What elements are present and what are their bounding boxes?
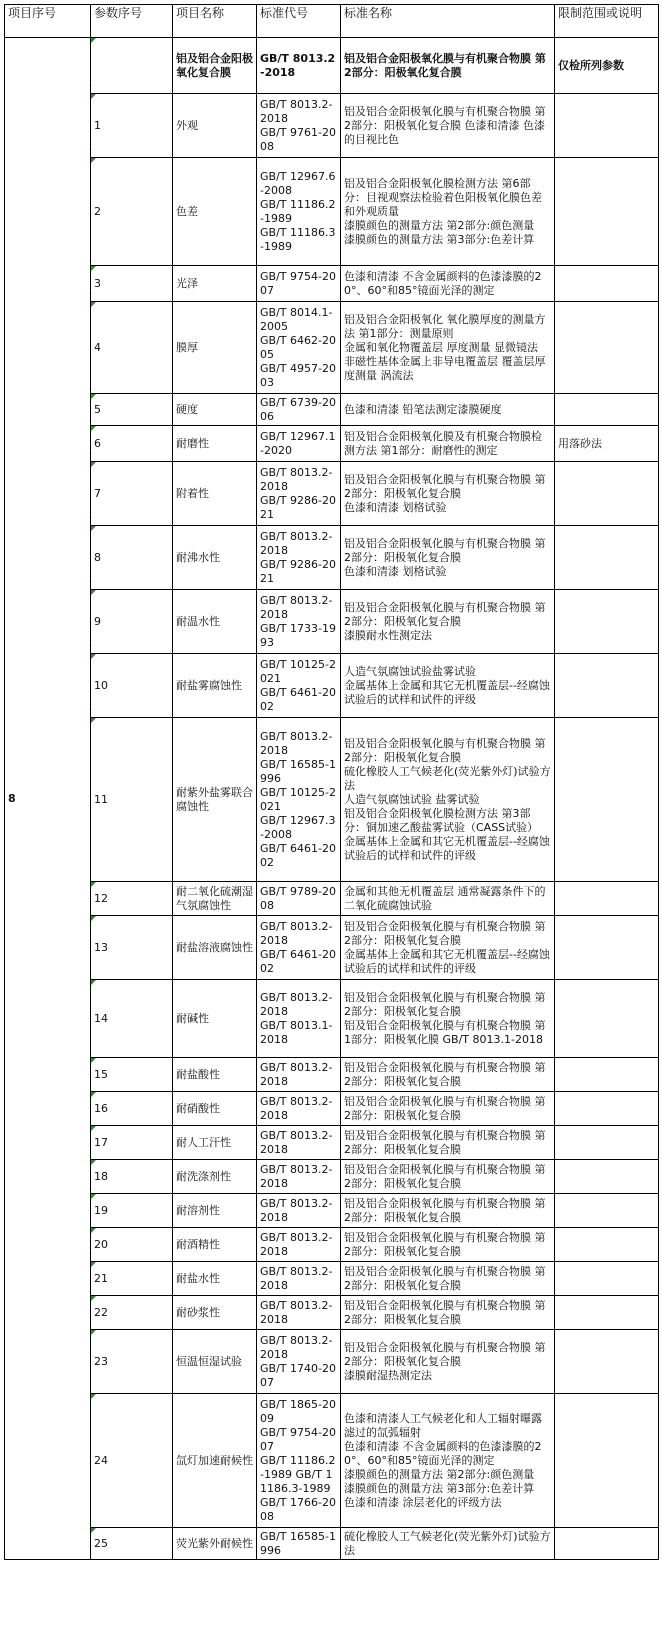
limit-note bbox=[555, 1194, 659, 1228]
item-name: 耐盐水性 bbox=[173, 1262, 257, 1296]
param-no: 5 bbox=[91, 394, 173, 426]
standard-name: 铝及铝合金阳极氧化膜与有机聚合物膜 第2部分：阳极氧化复合膜 硫化橡胶人工气候老化(荧光紫外灯)试验方法 人造气氛腐蚀试验 盐雾试验 铝及铝合金阳极氧化膜检测方法 第3部分：铜加速乙酸盐雾试验（CASS试验） 金属基体上金属和其它无机覆盖层--经腐蚀试验后的试样和试件的评级 bbox=[341, 718, 555, 882]
standard-code: GB/T 8013.2-2018 GB/T 9286-2021 bbox=[257, 526, 341, 590]
table-row bbox=[5, 718, 659, 882]
header-standard-code: 标准代号 bbox=[257, 5, 341, 38]
standard-name: 铝及铝合金阳极氧化膜与有机聚合物膜 第2部分：阳极氧化复合膜 bbox=[341, 1296, 555, 1330]
standard-name: 人造气氛腐蚀试验盐雾试验 金属基体上金属和其它无机覆盖层--经腐蚀试验后的试样和试件的评级 bbox=[341, 654, 555, 718]
standard-name: 铝及铝合金阳极氧化膜与有机聚合物膜 第2部分：阳极氧化复合膜 bbox=[341, 1228, 555, 1262]
item-name: 耐硝酸性 bbox=[173, 1092, 257, 1126]
standard-code: GB/T 16585-1996 bbox=[257, 1528, 341, 1560]
standard-code: GB/T 8013.2-2018 GB/T 6461-2002 bbox=[257, 916, 341, 980]
table-row bbox=[5, 1160, 659, 1194]
limit-note bbox=[555, 1528, 659, 1560]
standard-code: GB/T 8013.2-2018 bbox=[257, 1296, 341, 1330]
limit-note bbox=[555, 654, 659, 718]
table-row bbox=[5, 158, 659, 266]
param-no: 23 bbox=[91, 1330, 173, 1394]
limit-note bbox=[555, 1228, 659, 1262]
param-no: 24 bbox=[91, 1394, 173, 1528]
item-name: 耐洗涤剂性 bbox=[173, 1160, 257, 1194]
limit-note bbox=[555, 1058, 659, 1092]
standard-code: GB/T 8013.2-2018 GB/T 1740-2007 bbox=[257, 1330, 341, 1394]
limit-note bbox=[555, 718, 659, 882]
header-project-no: 项目序号 bbox=[5, 5, 91, 38]
standard-code: GB/T 8013.2-2018 bbox=[257, 1092, 341, 1126]
param-no: 19 bbox=[91, 1194, 173, 1228]
item-name: 耐碱性 bbox=[173, 980, 257, 1058]
param-no: 17 bbox=[91, 1126, 173, 1160]
param-no: 25 bbox=[91, 1528, 173, 1560]
limit-note bbox=[555, 882, 659, 916]
table-row bbox=[5, 980, 659, 1058]
standard-name: 铝及铝合金阳极氧化膜与有机聚合物膜 第2部分：阳极氧化复合膜 色漆和清漆 色漆的目视比色 bbox=[341, 94, 555, 158]
item-name: 氙灯加速耐候性 bbox=[173, 1394, 257, 1528]
standard-name: 铝及铝合金阳极氧化膜与有机聚合物膜 第2部分：阳极氧化复合膜 bbox=[341, 1194, 555, 1228]
param-no: 2 bbox=[91, 158, 173, 266]
standard-code: GB/T 8014.1-2005 GB/T 6462-2005 GB/T 4957-2003 bbox=[257, 302, 341, 394]
item-name: 恒温恒湿试验 bbox=[173, 1330, 257, 1394]
standard-code: GB/T 10125-2021 GB/T 6461-2002 bbox=[257, 654, 341, 718]
standard-code: GB/T 8013.2-2018 bbox=[257, 1228, 341, 1262]
standard-name: 铝及铝合金阳极氧化膜与有机聚合物膜 第2部分：阳极氧化复合膜 色漆和清漆 划格试验 bbox=[341, 526, 555, 590]
limit-note bbox=[555, 1394, 659, 1528]
limit-note bbox=[555, 980, 659, 1058]
standard-name: 铝及铝合金阳极氧化 氧化膜厚度的测量方法 第1部分：测量原则 金属和氧化物覆盖层 厚度测量 显微镜法 非磁性基体金属上非导电覆盖层 覆盖层厚度测量 涡流法 bbox=[341, 302, 555, 394]
standard-name: 色漆和清漆 不含金属颜料的色漆漆膜的20°、60°和85°镜面光泽的测定 bbox=[341, 266, 555, 302]
standard-code: GB/T 12967.1-2020 bbox=[257, 426, 341, 462]
standard-code: GB/T 8013.2-2018 bbox=[257, 1160, 341, 1194]
standard-code: GB/T 8013.2-2018 bbox=[257, 1194, 341, 1228]
item-name: 附着性 bbox=[173, 462, 257, 526]
param-no: 6 bbox=[91, 426, 173, 462]
standard-name: 铝及铝合金阳极氧化膜与有机聚合物膜 第2部分：阳极氧化复合膜 金属基体上金属和其它无机覆盖层--经腐蚀试验后的试样和试件的评级 bbox=[341, 916, 555, 980]
limit-note bbox=[555, 94, 659, 158]
standard-name: 铝及铝合金阳极氧化膜与有机聚合物膜 第2部分：阳极氧化复合膜 铝及铝合金阳极氧化膜与有机聚合物膜 第1部分：阳极氧化膜 GB/T 8013.1-2018 bbox=[341, 980, 555, 1058]
item-name: 光泽 bbox=[173, 266, 257, 302]
project-name: 铝及铝合金阳极氧化复合膜 bbox=[173, 38, 257, 94]
project-standard: 铝及铝合金阳极氧化膜与有机聚合物膜 第2部分：阳极氧化复合膜 bbox=[341, 38, 555, 94]
table-row bbox=[5, 1296, 659, 1330]
standard-code: GB/T 8013.2-2018 bbox=[257, 1262, 341, 1296]
project-code: GB/T 8013.2-2018 bbox=[257, 38, 341, 94]
item-name: 外观 bbox=[173, 94, 257, 158]
limit-note: 用落砂法 bbox=[555, 426, 659, 462]
table-row bbox=[5, 1262, 659, 1296]
item-name: 耐盐溶液腐蚀性 bbox=[173, 916, 257, 980]
project-param-cell bbox=[91, 38, 173, 94]
table-row bbox=[5, 1528, 659, 1560]
param-no: 20 bbox=[91, 1228, 173, 1262]
item-name: 色差 bbox=[173, 158, 257, 266]
limit-note bbox=[555, 158, 659, 266]
standard-code: GB/T 8013.2-2018 GB/T 16585-1996 GB/T 10125-2021 GB/T 12967.3-2008 GB/T 6461-2002 bbox=[257, 718, 341, 882]
standard-name: 铝及铝合金阳极氧化膜与有机聚合物膜 第2部分：阳极氧化复合膜 漆膜耐湿热测定法 bbox=[341, 1330, 555, 1394]
table-row bbox=[5, 1092, 659, 1126]
param-no: 22 bbox=[91, 1296, 173, 1330]
standard-name: 色漆和清漆 铅笔法测定漆膜硬度 bbox=[341, 394, 555, 426]
standard-name: 铝及铝合金阳极氧化膜与有机聚合物膜 第2部分：阳极氧化复合膜 bbox=[341, 1126, 555, 1160]
item-name: 耐砂浆性 bbox=[173, 1296, 257, 1330]
project-no: 8 bbox=[5, 38, 91, 1560]
limit-note bbox=[555, 266, 659, 302]
table-row bbox=[5, 1228, 659, 1262]
param-no: 14 bbox=[91, 980, 173, 1058]
item-name: 耐盐雾腐蚀性 bbox=[173, 654, 257, 718]
standard-code: GB/T 8013.2-2018 bbox=[257, 1126, 341, 1160]
standard-name: 铝及铝合金阳极氧化膜与有机聚合物膜 第2部分：阳极氧化复合膜 bbox=[341, 1262, 555, 1296]
item-name: 耐二氧化硫潮湿气氛腐蚀性 bbox=[173, 882, 257, 916]
param-no: 9 bbox=[91, 590, 173, 654]
item-name: 耐溶剂性 bbox=[173, 1194, 257, 1228]
table-row bbox=[5, 1330, 659, 1394]
param-no: 1 bbox=[91, 94, 173, 158]
limit-note bbox=[555, 1262, 659, 1296]
standard-code: GB/T 8013.2-2018 GB/T 9761-2008 bbox=[257, 94, 341, 158]
limit-note bbox=[555, 526, 659, 590]
item-name: 耐盐酸性 bbox=[173, 1058, 257, 1092]
standard-code: GB/T 1865-2009 GB/T 9754-2007 GB/T 11186.2-1989 GB/T 11186.3-1989 GB/T 1766-2008 bbox=[257, 1394, 341, 1528]
item-name: 耐酒精性 bbox=[173, 1228, 257, 1262]
item-name: 耐磨性 bbox=[173, 426, 257, 462]
table-row bbox=[5, 882, 659, 916]
item-name: 膜厚 bbox=[173, 302, 257, 394]
table-row bbox=[5, 916, 659, 980]
table-row bbox=[5, 1394, 659, 1528]
table-row bbox=[5, 1126, 659, 1160]
standard-code: GB/T 6739-2006 bbox=[257, 394, 341, 426]
header-param-no: 参数序号 bbox=[91, 5, 173, 38]
limit-note bbox=[555, 916, 659, 980]
param-no: 10 bbox=[91, 654, 173, 718]
limit-note bbox=[555, 394, 659, 426]
table-row bbox=[5, 462, 659, 526]
param-no: 4 bbox=[91, 302, 173, 394]
limit-note bbox=[555, 302, 659, 394]
param-no: 21 bbox=[91, 1262, 173, 1296]
header-item-name: 项目名称 bbox=[173, 5, 257, 38]
header-standard-name: 标准名称 bbox=[341, 5, 555, 38]
param-no: 12 bbox=[91, 882, 173, 916]
table-row bbox=[5, 394, 659, 426]
limit-note bbox=[555, 1126, 659, 1160]
standard-name: 铝及铝合金阳极氧化膜及有机聚合物膜检测方法 第1部分：耐磨性的测定 bbox=[341, 426, 555, 462]
standard-name: 金属和其他无机覆盖层 通常凝露条件下的二氧化硫腐蚀试验 bbox=[341, 882, 555, 916]
item-name: 硬度 bbox=[173, 394, 257, 426]
table-row bbox=[5, 94, 659, 158]
item-name: 耐沸水性 bbox=[173, 526, 257, 590]
item-name: 耐温水性 bbox=[173, 590, 257, 654]
param-no: 7 bbox=[91, 462, 173, 526]
limit-note bbox=[555, 1330, 659, 1394]
standard-name: 铝及铝合金阳极氧化膜与有机聚合物膜 第2部分：阳极氧化复合膜 bbox=[341, 1160, 555, 1194]
project-limit: 仅检所列参数 bbox=[555, 38, 659, 94]
header-limit: 限制范围或说明 bbox=[555, 5, 659, 38]
param-no: 11 bbox=[91, 718, 173, 882]
standard-code: GB/T 12967.6-2008 GB/T 11186.2-1989 GB/T 11186.3-1989 bbox=[257, 158, 341, 266]
table-row bbox=[5, 654, 659, 718]
standard-name: 硫化橡胶人工气候老化(荧光紫外灯)试验方法 bbox=[341, 1528, 555, 1560]
param-no: 15 bbox=[91, 1058, 173, 1092]
param-no: 8 bbox=[91, 526, 173, 590]
limit-note bbox=[555, 590, 659, 654]
item-name: 耐紫外盐雾联合腐蚀性 bbox=[173, 718, 257, 882]
param-no: 18 bbox=[91, 1160, 173, 1194]
standards-table bbox=[4, 4, 659, 1560]
limit-note bbox=[555, 1160, 659, 1194]
item-name: 耐人工汗性 bbox=[173, 1126, 257, 1160]
standard-code: GB/T 8013.2-2018 GB/T 9286-2021 bbox=[257, 462, 341, 526]
standard-code: GB/T 8013.2-2018 bbox=[257, 1058, 341, 1092]
table-row bbox=[5, 590, 659, 654]
standard-name: 铝及铝合金阳极氧化膜与有机聚合物膜 第2部分：阳极氧化复合膜 bbox=[341, 1058, 555, 1092]
standard-name: 铝及铝合金阳极氧化膜与有机聚合物膜 第2部分：阳极氧化复合膜 bbox=[341, 1092, 555, 1126]
limit-note bbox=[555, 1296, 659, 1330]
project-row bbox=[5, 38, 659, 94]
limit-note bbox=[555, 1092, 659, 1126]
param-no: 13 bbox=[91, 916, 173, 980]
table-row bbox=[5, 526, 659, 590]
standard-name: 铝及铝合金阳极氧化膜与有机聚合物膜 第2部分：阳极氧化复合膜 漆膜耐水性测定法 bbox=[341, 590, 555, 654]
standard-code: GB/T 8013.2-2018 GB/T 1733-1993 bbox=[257, 590, 341, 654]
header-row bbox=[5, 5, 659, 38]
param-no: 16 bbox=[91, 1092, 173, 1126]
standard-name: 色漆和清漆人工气候老化和人工辐射曝露滤过的氙弧辐射 色漆和清漆 不含金属颜料的色漆漆膜的20°、60°和85°镜面光泽的测定 漆膜颜色的测量方法 第2部分:颜色测量 漆膜颜色的测量方法 第3部分:色差计算 色漆和清漆 涂层老化的评级方法 bbox=[341, 1394, 555, 1528]
standard-name: 铝及铝合金阳极氧化膜与有机聚合物膜 第2部分：阳极氧化复合膜 色漆和清漆 划格试验 bbox=[341, 462, 555, 526]
table-row bbox=[5, 1058, 659, 1092]
table-row bbox=[5, 302, 659, 394]
standard-code: GB/T 9789-2008 bbox=[257, 882, 341, 916]
item-name: 荧光紫外耐候性 bbox=[173, 1528, 257, 1560]
table-row bbox=[5, 266, 659, 302]
table-row bbox=[5, 1194, 659, 1228]
param-no: 3 bbox=[91, 266, 173, 302]
table-row bbox=[5, 426, 659, 462]
standard-code: GB/T 8013.2-2018 GB/T 8013.1-2018 bbox=[257, 980, 341, 1058]
standard-code: GB/T 9754-2007 bbox=[257, 266, 341, 302]
limit-note bbox=[555, 462, 659, 526]
standard-name: 铝及铝合金阳极氧化膜检测方法 第6部分：目视观察法检验着色阳极氧化膜色差和外观质量 漆膜颜色的测量方法 第2部分:颜色测量 漆膜颜色的测量方法 第3部分:色差计算 bbox=[341, 158, 555, 266]
